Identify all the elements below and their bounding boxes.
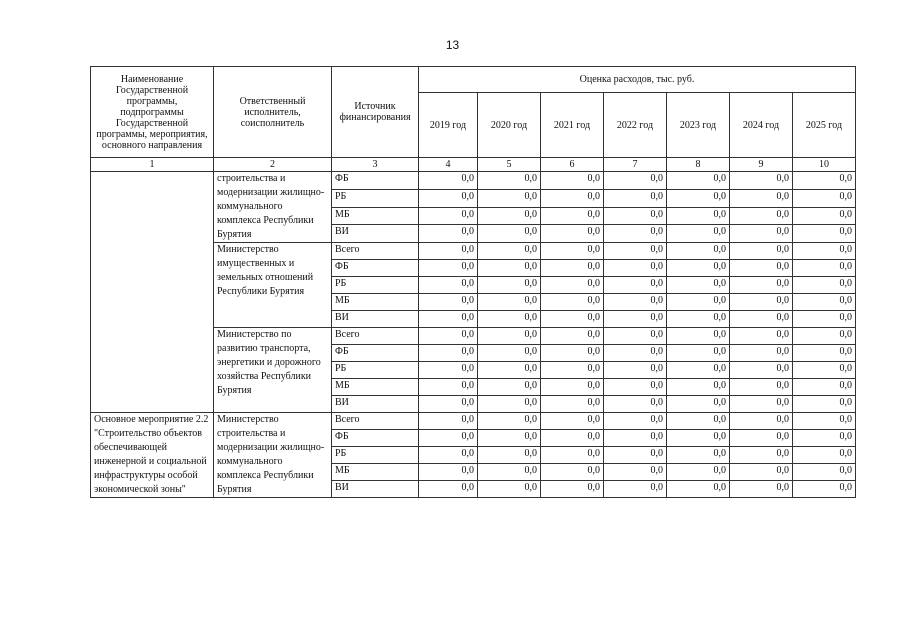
funding-source-cell: Всего	[332, 328, 419, 345]
value-cell: 0,0	[419, 379, 478, 396]
table-row	[91, 172, 856, 190]
value-cell: 0,0	[541, 362, 604, 379]
value-cell: 0,0	[793, 362, 856, 379]
value-cell: 0,0	[730, 430, 793, 447]
funding-source-cell: МБ	[332, 294, 419, 311]
value-cell: 0,0	[604, 260, 667, 277]
value-cell: 0,0	[541, 396, 604, 413]
value-cell: 0,0	[541, 225, 604, 243]
value-cell: 0,0	[730, 362, 793, 379]
value-cell: 0,0	[541, 464, 604, 481]
value-cell: 0,0	[730, 243, 793, 260]
value-cell: 0,0	[478, 362, 541, 379]
value-cell: 0,0	[541, 447, 604, 464]
value-cell: 0,0	[730, 328, 793, 345]
column-number: 7	[604, 158, 667, 172]
value-cell: 0,0	[730, 294, 793, 311]
value-cell: 0,0	[793, 464, 856, 481]
value-cell: 0,0	[541, 481, 604, 498]
funding-source-cell: ФБ	[332, 260, 419, 277]
value-cell: 0,0	[667, 396, 730, 413]
value-cell: 0,0	[604, 379, 667, 396]
column-number: 3	[332, 158, 419, 172]
value-cell: 0,0	[730, 379, 793, 396]
funding-source-cell: МБ	[332, 464, 419, 481]
value-cell: 0,0	[604, 172, 667, 190]
value-cell: 0,0	[541, 311, 604, 328]
value-cell: 0,0	[478, 225, 541, 243]
value-cell: 0,0	[419, 413, 478, 430]
value-cell: 0,0	[730, 225, 793, 243]
value-cell: 0,0	[730, 172, 793, 190]
funding-source-cell: ФБ	[332, 430, 419, 447]
measure-name-cell: Основное мероприятие 2.2 "Строительство объектов обеспечивающей инженерной и социальной инфраструктуры особой экономической зоны"	[91, 413, 214, 498]
value-cell: 0,0	[419, 207, 478, 225]
value-cell: 0,0	[478, 294, 541, 311]
value-cell: 0,0	[793, 430, 856, 447]
value-cell: 0,0	[604, 362, 667, 379]
funding-source-cell: Всего	[332, 243, 419, 260]
value-cell: 0,0	[541, 430, 604, 447]
value-cell: 0,0	[419, 464, 478, 481]
table-row	[91, 413, 856, 430]
header-agency: Ответственный исполнитель, соисполнитель	[214, 67, 332, 158]
value-cell: 0,0	[541, 345, 604, 362]
header-year: 2024 год	[730, 93, 793, 158]
funding-source-cell: ВИ	[332, 311, 419, 328]
value-cell: 0,0	[730, 413, 793, 430]
value-cell: 0,0	[730, 464, 793, 481]
value-cell: 0,0	[793, 396, 856, 413]
value-cell: 0,0	[667, 225, 730, 243]
value-cell: 0,0	[667, 430, 730, 447]
value-cell: 0,0	[604, 311, 667, 328]
funding-source-cell: ВИ	[332, 396, 419, 413]
value-cell: 0,0	[604, 345, 667, 362]
page-number: 13	[445, 38, 460, 52]
value-cell: 0,0	[419, 294, 478, 311]
value-cell: 0,0	[667, 294, 730, 311]
value-cell: 0,0	[604, 277, 667, 294]
value-cell: 0,0	[541, 379, 604, 396]
column-number: 4	[419, 158, 478, 172]
value-cell: 0,0	[419, 243, 478, 260]
column-number: 1	[91, 158, 214, 172]
column-number: 2	[214, 158, 332, 172]
value-cell: 0,0	[793, 311, 856, 328]
value-cell: 0,0	[541, 413, 604, 430]
value-cell: 0,0	[667, 328, 730, 345]
value-cell: 0,0	[478, 464, 541, 481]
funding-source-cell: ФБ	[332, 345, 419, 362]
agency-cell: Министерство имущественных и земельных отношений Республики Бурятия	[214, 243, 332, 328]
value-cell: 0,0	[604, 189, 667, 207]
value-cell: 0,0	[478, 379, 541, 396]
value-cell: 0,0	[419, 362, 478, 379]
value-cell: 0,0	[419, 481, 478, 498]
value-cell: 0,0	[793, 277, 856, 294]
value-cell: 0,0	[604, 430, 667, 447]
header-year: 2019 год	[419, 93, 478, 158]
value-cell: 0,0	[419, 396, 478, 413]
value-cell: 0,0	[478, 430, 541, 447]
header-year: 2020 год	[478, 93, 541, 158]
value-cell: 0,0	[793, 481, 856, 498]
column-number: 5	[478, 158, 541, 172]
value-cell: 0,0	[478, 396, 541, 413]
value-cell: 0,0	[730, 189, 793, 207]
value-cell: 0,0	[730, 207, 793, 225]
value-cell: 0,0	[478, 243, 541, 260]
value-cell: 0,0	[541, 172, 604, 190]
funding-source-cell: РБ	[332, 447, 419, 464]
agency-cell: Министерство по развитию транспорта, энергетики и дорожного хозяйства Республики Бурятия	[214, 328, 332, 413]
value-cell: 0,0	[419, 311, 478, 328]
value-cell: 0,0	[604, 464, 667, 481]
value-cell: 0,0	[419, 189, 478, 207]
value-cell: 0,0	[478, 207, 541, 225]
agency-cell: Министерство строительства и модернизации жилищно-коммунального комплекса Республики Бурятия	[214, 413, 332, 498]
value-cell: 0,0	[667, 277, 730, 294]
value-cell: 0,0	[541, 328, 604, 345]
value-cell: 0,0	[730, 277, 793, 294]
value-cell: 0,0	[667, 172, 730, 190]
value-cell: 0,0	[419, 260, 478, 277]
header-year: 2022 год	[604, 93, 667, 158]
budget-table	[90, 66, 856, 498]
value-cell: 0,0	[793, 225, 856, 243]
table-body	[91, 172, 856, 498]
value-cell: 0,0	[478, 189, 541, 207]
value-cell: 0,0	[730, 396, 793, 413]
value-cell: 0,0	[793, 207, 856, 225]
value-cell: 0,0	[667, 447, 730, 464]
header-year: 2021 год	[541, 93, 604, 158]
value-cell: 0,0	[730, 260, 793, 277]
funding-source-cell: РБ	[332, 189, 419, 207]
funding-source-cell: МБ	[332, 207, 419, 225]
funding-source-cell: ВИ	[332, 225, 419, 243]
value-cell: 0,0	[793, 294, 856, 311]
column-number: 10	[793, 158, 856, 172]
value-cell: 0,0	[604, 243, 667, 260]
value-cell: 0,0	[730, 345, 793, 362]
header-funding-source: Источник финансирования	[332, 67, 419, 158]
funding-source-cell: РБ	[332, 277, 419, 294]
value-cell: 0,0	[541, 277, 604, 294]
column-number: 8	[667, 158, 730, 172]
funding-source-cell: ВИ	[332, 481, 419, 498]
value-cell: 0,0	[604, 328, 667, 345]
value-cell: 0,0	[419, 430, 478, 447]
value-cell: 0,0	[604, 225, 667, 243]
value-cell: 0,0	[793, 260, 856, 277]
value-cell: 0,0	[793, 328, 856, 345]
funding-source-cell: ФБ	[332, 172, 419, 190]
value-cell: 0,0	[793, 345, 856, 362]
value-cell: 0,0	[478, 481, 541, 498]
value-cell: 0,0	[604, 481, 667, 498]
value-cell: 0,0	[419, 277, 478, 294]
value-cell: 0,0	[541, 243, 604, 260]
value-cell: 0,0	[604, 413, 667, 430]
value-cell: 0,0	[419, 225, 478, 243]
value-cell: 0,0	[478, 311, 541, 328]
value-cell: 0,0	[541, 294, 604, 311]
header-budget-estimate: Оценка расходов, тыс. руб.	[419, 67, 856, 93]
value-cell: 0,0	[667, 481, 730, 498]
value-cell: 0,0	[667, 311, 730, 328]
column-number: 9	[730, 158, 793, 172]
value-cell: 0,0	[667, 413, 730, 430]
value-cell: 0,0	[793, 413, 856, 430]
value-cell: 0,0	[478, 413, 541, 430]
value-cell: 0,0	[793, 379, 856, 396]
value-cell: 0,0	[478, 172, 541, 190]
value-cell: 0,0	[667, 207, 730, 225]
value-cell: 0,0	[793, 243, 856, 260]
value-cell: 0,0	[667, 243, 730, 260]
value-cell: 0,0	[793, 189, 856, 207]
value-cell: 0,0	[478, 447, 541, 464]
funding-source-cell: РБ	[332, 362, 419, 379]
value-cell: 0,0	[667, 189, 730, 207]
value-cell: 0,0	[419, 447, 478, 464]
value-cell: 0,0	[478, 277, 541, 294]
value-cell: 0,0	[541, 207, 604, 225]
header-program-name: Наименование Государственной программы, подпрограммы Государственной программы, мероприятия, основного направления	[91, 67, 214, 158]
value-cell: 0,0	[478, 328, 541, 345]
value-cell: 0,0	[604, 207, 667, 225]
value-cell: 0,0	[419, 172, 478, 190]
value-cell: 0,0	[478, 260, 541, 277]
value-cell: 0,0	[667, 345, 730, 362]
value-cell: 0,0	[730, 311, 793, 328]
value-cell: 0,0	[793, 447, 856, 464]
funding-source-cell: МБ	[332, 379, 419, 396]
value-cell: 0,0	[541, 189, 604, 207]
value-cell: 0,0	[478, 345, 541, 362]
value-cell: 0,0	[667, 464, 730, 481]
value-cell: 0,0	[604, 396, 667, 413]
value-cell: 0,0	[793, 172, 856, 190]
value-cell: 0,0	[667, 260, 730, 277]
value-cell: 0,0	[604, 447, 667, 464]
value-cell: 0,0	[604, 294, 667, 311]
measure-name-cell	[91, 172, 214, 413]
funding-source-cell: Всего	[332, 413, 419, 430]
value-cell: 0,0	[419, 345, 478, 362]
value-cell: 0,0	[667, 362, 730, 379]
agency-cell: строительства и модернизации жилищно-коммунального комплекса Республики Бурятия	[214, 172, 332, 243]
column-number: 6	[541, 158, 604, 172]
value-cell: 0,0	[730, 481, 793, 498]
header-year: 2023 год	[667, 93, 730, 158]
value-cell: 0,0	[667, 379, 730, 396]
value-cell: 0,0	[541, 260, 604, 277]
header-year: 2025 год	[793, 93, 856, 158]
value-cell: 0,0	[730, 447, 793, 464]
value-cell: 0,0	[419, 328, 478, 345]
